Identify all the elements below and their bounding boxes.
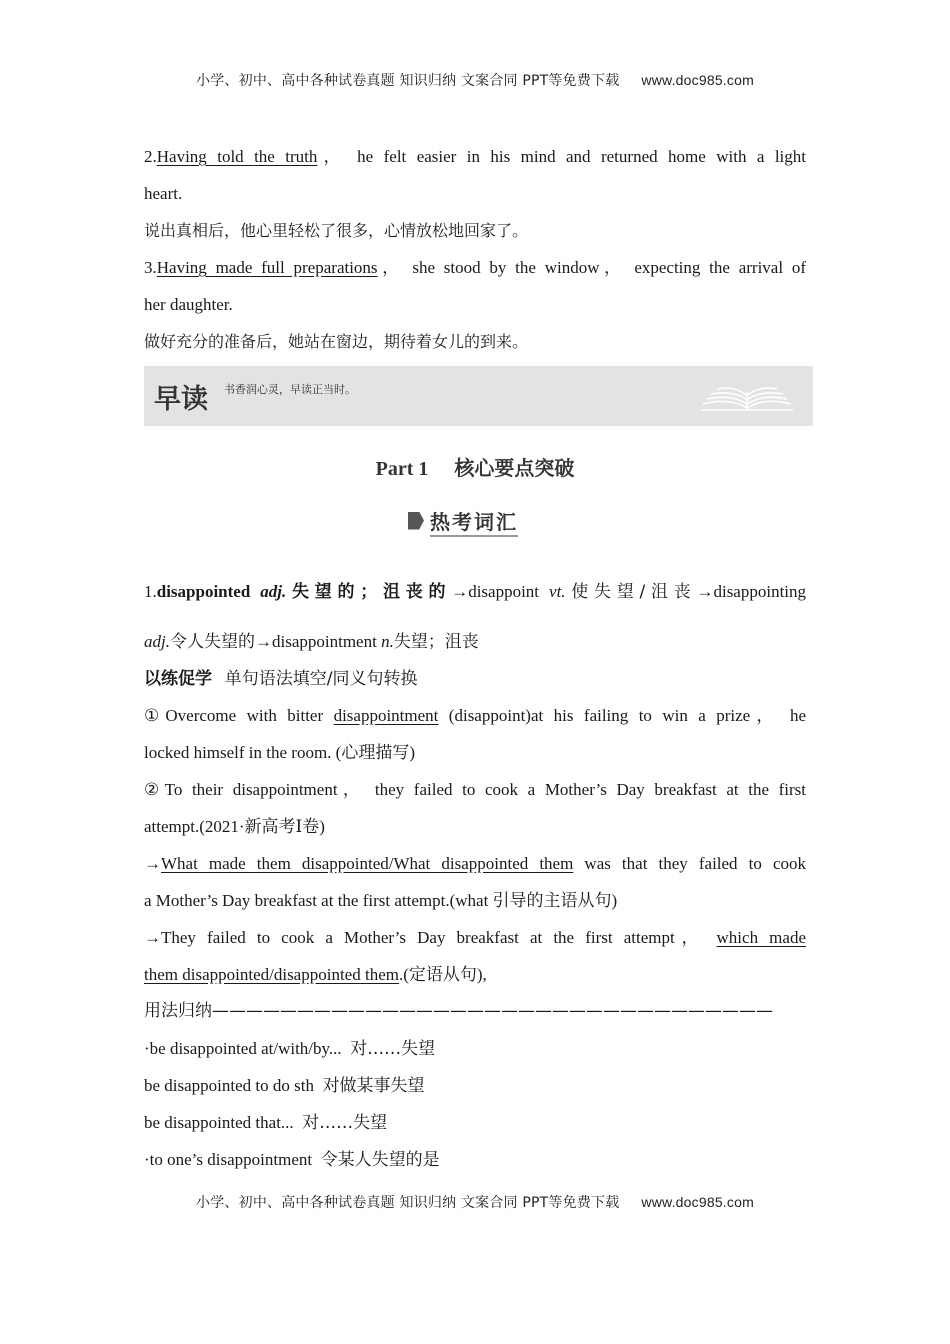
ex3-translation: 做好充分的准备后，她站在窗边，期待着女儿的到来。	[144, 332, 529, 351]
q2-answer-b-line1: →They failed to cook a Mother’s Day breakfast at the first attempt， which made	[144, 928, 806, 947]
usage-item: ·be disappointed at/with/by... 对……失望	[144, 1039, 436, 1059]
ex2-line1: 2.Having told the truth， he felt easier in his mind and returned home with a light	[144, 147, 806, 166]
q2-answer-b-part1: which made	[716, 928, 806, 947]
banner-title: 早读	[154, 384, 208, 415]
q2-line1: ②To their disappointment， they failed to cook a Mother’s Day breakfast at the first	[144, 780, 806, 799]
q1-answer: disappointment	[333, 706, 439, 725]
open-book-icon	[699, 378, 795, 414]
usage-item: be disappointed that... 对……失望	[144, 1113, 388, 1133]
vocab-line2: adj.令人失望的→disappointment n.失望；沮丧	[144, 632, 479, 652]
practice-label: 以练促学	[144, 669, 212, 689]
vocab-block	[144, 573, 806, 1178]
example-block	[144, 138, 806, 360]
q1-line1: ①Overcome with bitter disappointment (disappoint)at his failing to win a prize， he	[144, 706, 806, 725]
header-site[interactable]: www.doc985.com	[641, 72, 754, 88]
q1-line2: locked himself in the room. (心理描写)	[144, 743, 416, 762]
ex3-line2: her daughter.	[144, 295, 233, 314]
usage-title: 用法归纳—————————————————————————————————	[144, 1001, 773, 1021]
usage-item: be disappointed to do sth 对做某事失望	[144, 1076, 425, 1096]
ex3-line1: 3.Having made full preparations， she stood by the window， expecting the arrival of	[144, 258, 806, 277]
section-title: 热考词汇	[430, 510, 518, 537]
q2-answer-b-line2: them disappointed/disappointed them.(定语从句),	[144, 965, 487, 984]
vocab-line1: 1.disappointed adj.失望的；沮丧的→disappoint vt.使失望/沮丧→disappointing	[144, 582, 806, 602]
page-header	[0, 70, 950, 90]
ex2-line2: heart.	[144, 184, 183, 203]
usage-item: ·to one’s disappointment 令某人失望的是	[144, 1150, 440, 1170]
banner-subtitle: 书香润心灵，早读正当时。	[224, 383, 356, 396]
practice-line	[144, 660, 806, 697]
ex2-underlined: Having told the truth	[156, 147, 318, 166]
q2-line2: attempt.(2021·新高考Ⅰ卷)	[144, 817, 325, 836]
practice-desc: 单句语法填空/同义句转换	[224, 669, 418, 689]
morning-reading-banner	[144, 366, 813, 426]
q2-answer-b-part2: them disappointed/disappointed them	[144, 965, 399, 984]
ex2-translation: 说出真相后，他心里轻松了很多，心情放松地回家了。	[144, 221, 529, 240]
section-marker-icon	[408, 512, 424, 530]
footer-site[interactable]: www.doc985.com	[641, 1194, 754, 1210]
part-label: Part 1	[375, 458, 429, 480]
ex3-underlined: Having made full preparations	[156, 258, 378, 277]
section-heading	[408, 506, 518, 532]
q2-answer-a-line2: a Mother’s Day breakfast at the first attempt.(what 引导的主语从句)	[144, 891, 618, 910]
part-heading	[0, 452, 950, 481]
q2-answer-a: What made them disappointed/What disappointed them	[161, 854, 574, 873]
page-footer	[0, 1192, 950, 1212]
header-text: 小学、初中、高中各种试卷真题 知识归纳 文案合同 PPT等免费下载	[196, 73, 620, 89]
footer-text: 小学、初中、高中各种试卷真题 知识归纳 文案合同 PPT等免费下载	[196, 1195, 620, 1211]
q2-answer-a-line1: →What made them disappointed/What disappointed them was that they failed to cook	[144, 854, 806, 873]
part-title: 核心要点突破	[454, 456, 575, 480]
